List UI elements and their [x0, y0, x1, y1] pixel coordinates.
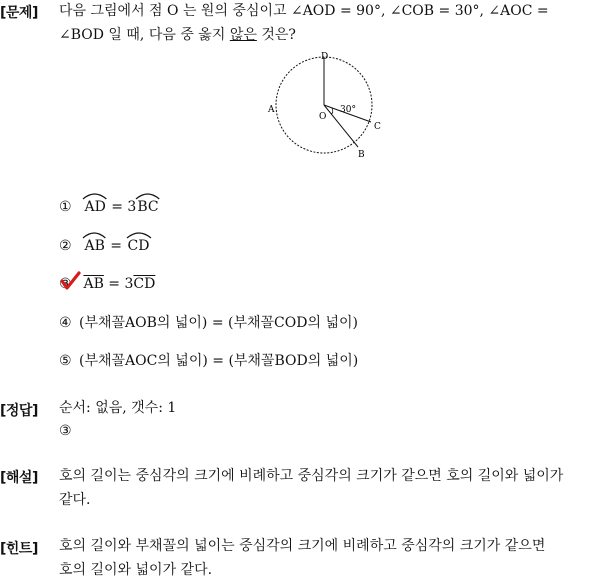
option-1-number: ①	[59, 199, 72, 215]
problem-line-1: 다음 그림에서 점 O 는 원의 중심이고 ∠AOD = 90°, ∠COB = 30°, ∠AOC =	[59, 3, 549, 19]
option-2-eq: =	[105, 238, 127, 254]
explanation-line-1: 호의 길이는 중심각의 크기에 비례하고 중심각의 크기가 같으면 호의 길이와 넓이가	[59, 468, 564, 484]
option-1	[59, 197, 160, 217]
problem-tag: [문제]	[0, 5, 38, 21]
hint-line-1: 호의 길이와 부채꼴의 넓이는 중심각의 크기에 비례하고 중심각의 크기가 같으면	[59, 538, 546, 554]
angle-label: 30°	[340, 105, 356, 115]
option-3-seg-b: $\overline{CD}$	[133, 276, 156, 292]
option-2-arc-a: AB	[83, 236, 105, 256]
answer-line-1: 순서: 없음, 갯수: 1	[59, 400, 177, 416]
option-2-number: ②	[59, 238, 72, 254]
label-c: C	[374, 122, 381, 132]
option-1-eq: = 3	[106, 199, 137, 215]
answer-line-2: ③	[59, 423, 72, 439]
hint-line-2: 호의 길이와 넓이가 같다.	[59, 562, 213, 578]
answer-tag: [정답]	[0, 403, 38, 419]
option-4-number: ④	[59, 315, 72, 331]
hint-tag: [힌트]	[0, 541, 38, 557]
explanation-tag: [해설]	[0, 470, 38, 486]
label-b: B	[358, 150, 365, 160]
label-a: A	[268, 105, 275, 115]
problem-line-2-a: ∠BOD 일 때, 다음 중 옳지	[59, 27, 230, 43]
angle-arc	[331, 108, 333, 114]
label-o: O	[319, 112, 327, 122]
option-3-seg-a: $\overline{AB}$	[83, 276, 104, 292]
option-4	[59, 313, 358, 333]
option-4-text: (부채꼴AOB의 넓이) = (부채꼴COD의 넓이)	[79, 315, 358, 331]
problem-underlined-word: 않은	[229, 27, 257, 43]
option-2	[59, 236, 150, 256]
option-5-text: (부채꼴AOC의 넓이) = (부채꼴BOD의 넓이)	[79, 353, 359, 369]
label-d: D	[321, 52, 329, 62]
option-1-arc-b: BC	[136, 197, 159, 217]
option-1-arc-a: AD	[83, 197, 106, 217]
option-3-number: ③	[59, 276, 72, 292]
option-5	[59, 351, 358, 371]
option-2-arc-b: CD	[127, 236, 151, 256]
explanation-line-2: 같다.	[59, 492, 91, 508]
option-5-number: ⑤	[59, 353, 72, 369]
option-3-eq: = 3	[103, 276, 134, 292]
problem-line-2	[59, 23, 296, 47]
problem-line-2-b: 것은?	[256, 27, 296, 43]
circle-figure	[266, 50, 396, 165]
check-mark-icon	[59, 270, 81, 292]
